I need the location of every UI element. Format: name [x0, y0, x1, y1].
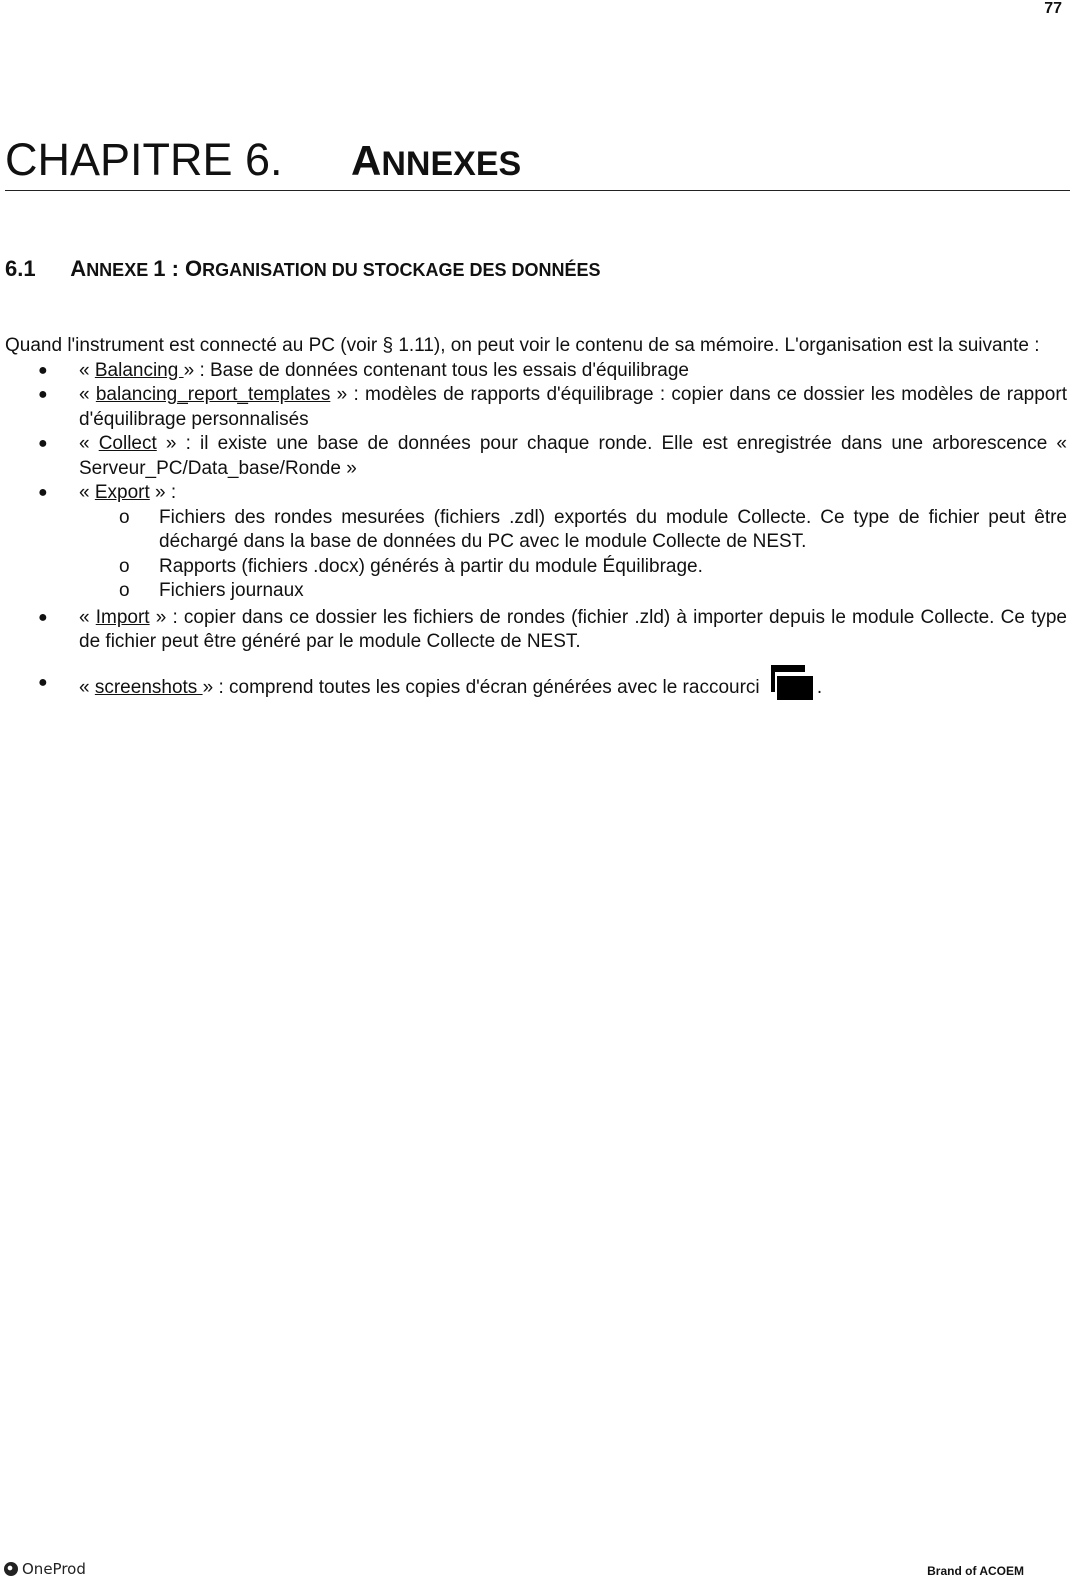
export-sublist	[5, 506, 1067, 604]
bullet-icon: ●	[38, 673, 48, 691]
sub-item-text: Fichiers journaux	[159, 580, 304, 601]
section-title-part: A	[70, 256, 87, 281]
folder-link-collect: Collect	[98, 433, 157, 454]
item-text: » : il existe une base de données pour chaque ronde. Elle est enregistrée dans une arborescence « Serveur_PC/Data_base/Ronde »	[79, 433, 1067, 479]
chapter-title-initial: A	[351, 137, 382, 184]
folder-list	[5, 359, 1067, 701]
list-item	[5, 665, 1067, 701]
section-title-part: RGANISATION DU STOCKAGE DES DONNÉES	[202, 260, 601, 280]
section-number: 6.1	[5, 256, 36, 281]
bullet-icon: ●	[38, 608, 48, 626]
page-number: 77	[1044, 0, 1062, 17]
section-heading	[5, 256, 601, 282]
folder-link-screenshots: screenshots	[94, 676, 203, 698]
item-prefix: «	[79, 606, 96, 628]
folder-link-import: Import	[95, 606, 150, 628]
document-body	[5, 334, 1067, 700]
list-item	[5, 359, 1067, 384]
sub-item-text: Fichiers des rondes mesurées (fichiers .zdl) exportés du module Collecte. Ce type de fichier peut être déchargé dans la base de données du PC avec le module Collecte de NEST.	[159, 506, 1067, 552]
oneprod-logo	[4, 1560, 86, 1578]
list-item	[5, 481, 1067, 604]
chapter-title	[351, 137, 521, 184]
sub-list-item	[5, 506, 1067, 555]
item-prefix: «	[79, 433, 99, 454]
chapter-heading	[5, 134, 1070, 191]
logo-icon	[4, 1562, 18, 1576]
sub-list-item	[5, 555, 1067, 580]
circle-bullet-icon: o	[119, 580, 130, 601]
sub-list-item	[5, 579, 1067, 604]
item-text: » : modèles de rapports d'équilibrage : copier dans ce dossier les modèles de rapport d'équilibrage personnalisés	[79, 384, 1067, 430]
section-title	[70, 256, 600, 281]
bullet-icon: ●	[38, 386, 48, 403]
sub-item-text: Rapports (fichiers .docx) générés à partir du module Équilibrage.	[159, 555, 703, 577]
circle-bullet-icon: o	[119, 506, 130, 528]
item-prefix: «	[79, 676, 95, 698]
chapter-label: CHAPITRE 6.	[5, 134, 283, 185]
folder-link-balancing: Balancing	[94, 359, 184, 381]
brand-text: Brand of ACOEM	[927, 1564, 1024, 1578]
list-item	[5, 606, 1067, 655]
list-item	[5, 432, 1067, 481]
intro-paragraph: Quand l'instrument est connecté au PC (voir § 1.11), on peut voir le contenu de sa mémoire. L'organisation est la suivante :	[5, 335, 1040, 356]
item-text: » : copier dans ce dossier les fichiers de rondes (fichier .zld) à importer depuis le module Collecte. Ce type de fichier peut être généré par le module Collecte de NEST.	[79, 606, 1067, 652]
section-title-part: 1 : O	[153, 256, 203, 281]
item-text: » : Base de données contenant tous les essais d'équilibrage	[183, 359, 689, 381]
bullet-icon: ●	[38, 484, 48, 501]
item-prefix: «	[79, 384, 96, 405]
item-end: .	[816, 676, 823, 698]
list-item	[5, 383, 1067, 432]
folder-link-export: Export	[94, 482, 150, 503]
folder-link-balancing-report-templates: balancing_report_templates	[95, 384, 331, 405]
circle-bullet-icon: o	[119, 555, 130, 577]
chapter-title-rest: NNEXES	[381, 145, 522, 183]
screenshot-shortcut-icon	[771, 665, 813, 697]
item-text: » : comprend toutes les copies d'écran générées avec le raccourci	[202, 676, 760, 698]
bullet-icon: ●	[38, 361, 48, 379]
item-prefix: «	[79, 359, 95, 381]
item-prefix: «	[79, 482, 95, 503]
section-title-part: NNEXE	[86, 260, 154, 280]
logo-text: OneProd	[22, 1560, 86, 1578]
item-text: » :	[149, 482, 177, 503]
bullet-icon: ●	[38, 435, 48, 452]
